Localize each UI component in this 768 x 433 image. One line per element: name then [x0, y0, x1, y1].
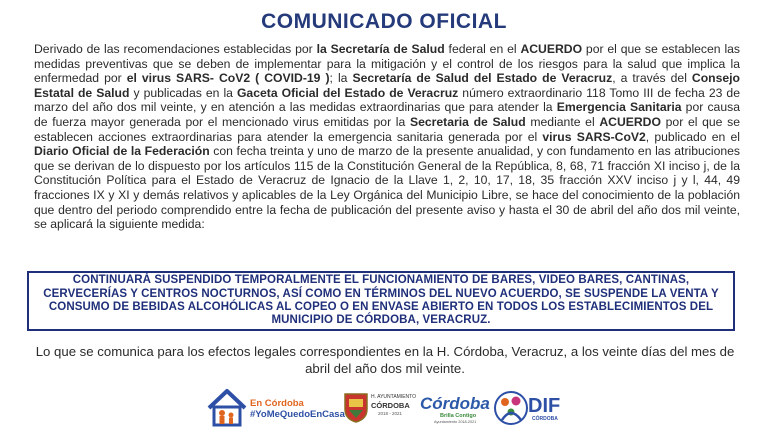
quedo-line2: #YoMeQuedoEnCasa	[250, 409, 345, 420]
ayuntamiento-line3: 2018 - 2021	[378, 411, 403, 416]
text-segment: número extraordinario 118 Tomo III de fecha 23 de marzo del año dos mil veinte, y en atención a las medidas extraordinarias que para atender la	[34, 85, 740, 115]
text-segment: Derivado de las recomendaciones establecidas por	[34, 42, 317, 56]
closing-text: Lo que se comunica para los efectos legales correspondientes en la H. Córdoba, Veracruz, a los veinte días del mes de abril del año dos mil veinte.	[35, 344, 735, 376]
text-segment: , a través del	[612, 71, 692, 86]
page-title: COMUNICADO OFICIAL	[261, 10, 507, 33]
ayuntamiento-logo	[338, 386, 418, 430]
dif-logo	[494, 386, 564, 430]
cordoba-line2: Brilla Contigo	[440, 413, 477, 419]
text-segment: por el que se establecen las medidas preventivas que se deben de implementar para la mitigación y el control de los riesgos para la salud que implica la enfermedad por	[34, 42, 741, 86]
text-segment: por causa de fuerza mayor generada por el mencionado virus emitidas por la	[34, 100, 740, 129]
bold-segment: Secretaria de Salud	[409, 114, 526, 129]
ayuntamiento-line2: CÓRDOBA	[371, 401, 410, 410]
yo-me-quedo-en-casa-logo	[206, 386, 345, 430]
announcement-paragraph	[34, 42, 740, 232]
notice-text: CONTINUARÁ SUSPENDIDO TEMPORALMENTE EL FUNCIONAMIENTO DE BARES, VIDEO BARES, CANTINAS, CERVECERÍAS Y CENTROS NOCTURNOS, ASÍ COMO EN TÉRMINOS DEL NUEVO ACUERDO, SE SUSPENDE LA VENTA Y CONSUMO DE BEBIDAS ALCOHÓLICAS AL COPEO O EN ENVASE ABIERTO EN TODOS LOS ESTABLECIMIENTOS DEL MUNICIPIO DE CÓRDOBA, VERACRUZ.	[43, 274, 719, 327]
bold-segment: la Secretaría de Salud	[316, 42, 445, 56]
text-segment: , publicado en el	[645, 129, 740, 144]
cordoba-brilla-logo	[420, 386, 490, 430]
house-icon	[206, 386, 248, 428]
bold-segment: ACUERDO	[520, 42, 583, 56]
text-segment: federal en el	[444, 42, 521, 56]
text-segment: y publicadas en la	[129, 85, 237, 100]
logo-row	[0, 386, 768, 431]
dif-family-icon	[494, 390, 528, 426]
bold-segment: Secretaría de Salud del Estado de Veracruz	[352, 71, 613, 86]
bold-segment: Diario Oficial de la Federación	[34, 144, 210, 159]
text-segment: ; la	[329, 71, 353, 86]
bold-segment: el virus SARS- CoV2 ( COVID-19 )	[126, 71, 330, 86]
dif-line2: CÓRDOBA	[532, 416, 558, 422]
ayuntamiento-line1: H. AYUNTAMIENTO	[371, 394, 417, 400]
bold-segment: virus SARS-CoV2	[542, 129, 646, 144]
dif-line1: DIF	[528, 395, 561, 417]
text-segment: con fecha treinta y uno de marzo de la presente anualidad, y con fundamento en las atribuciones que se derivan de lo dispuesto por los artículos 115 de la Constitución General de la República, 8, 68, 71 fracción XI inciso j, de la Constitución Política para el Estado de Veracruz de Ignacio de la Llave 1, 2, 10, 17, 18, 35 fracción XXV inciso j y l, 44, 49 fracciones IX y XI y demás relativos y aplicables de la Ley Orgánica del Municipio Libre, se hace del conocimiento de la población que dentro del periodo comprendido entre la fecha de publicación del presente aviso y hasta el 30 de abril del año dos mil veinte, se aplicará la siguiente medida:	[34, 144, 740, 232]
municipal-seal-icon	[342, 391, 370, 423]
bold-segment: Consejo Estatal de Salud	[34, 71, 740, 100]
quedo-line1: En Córdoba	[250, 398, 304, 409]
text-segment: por el que se establecen acciones extraordinarias para atender la emergencia sanitaria generada por el	[34, 114, 740, 144]
text-segment: mediante el	[525, 114, 600, 129]
bold-segment: Gaceta Oficial del Estado de Veracruz	[236, 85, 459, 100]
cordoba-line1: Córdoba	[420, 394, 490, 413]
notice-box	[27, 271, 735, 331]
bold-segment: ACUERDO	[599, 114, 661, 129]
bold-segment: Emergencia Sanitaria	[556, 100, 682, 115]
cordoba-line3: Ayuntamiento 2018-2021	[434, 420, 477, 424]
